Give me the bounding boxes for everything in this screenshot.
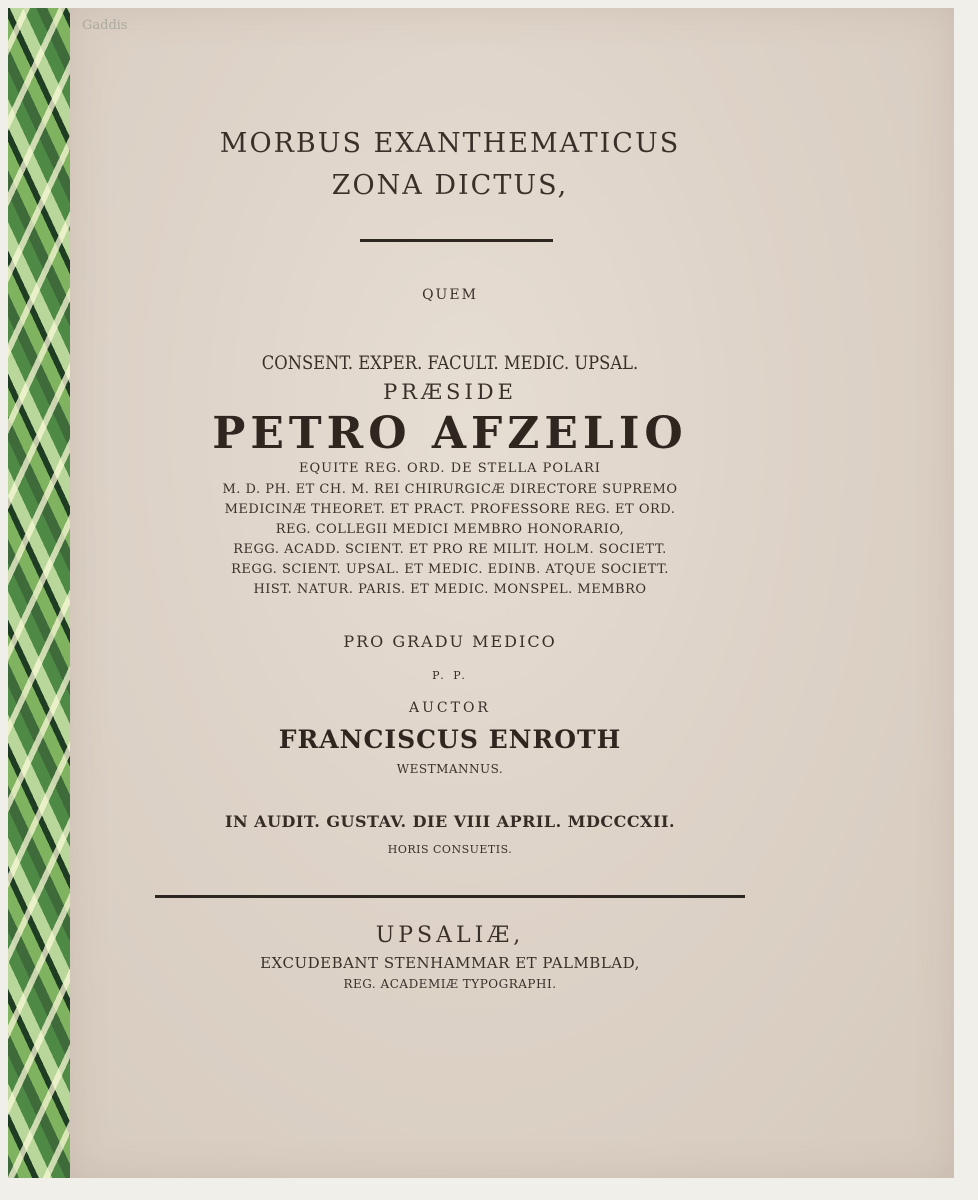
praeses-title-2: M. D. PH. ET CH. M. REI CHIRURGICÆ DIRECTORE SUPREMO	[222, 482, 678, 497]
pencil-mark: Gaddis	[82, 18, 128, 33]
praeses-title-6: REGG. SCIENT. UPSAL. ET MEDIC. EDINB. ATQUE SOCIETT.	[231, 562, 669, 577]
praeses-title-1: EQUITE REG. ORD. DE STELLA POLARI	[299, 461, 601, 476]
praeses-title-7: HIST. NATUR. PARIS. ET MEDIC. MONSPEL. MEMBRO	[253, 582, 647, 597]
auctor-label: AUCTOR	[409, 700, 491, 716]
long-rule	[155, 895, 745, 898]
short-rule	[360, 239, 553, 242]
praeses-title-3: MEDICINÆ THEORET. ET PRACT. PROFESSORE REG. ET ORD.	[224, 502, 676, 517]
title-block	[150, 0, 750, 1200]
imprint-city: UPSALIÆ,	[375, 923, 525, 948]
pro-gradu-line: PRO GRADU MEDICO	[343, 632, 557, 651]
pp-line: P. P.	[432, 669, 468, 682]
consent-line: CONSENT. EXPER. FACULT. MEDIC. UPSAL.	[261, 352, 639, 374]
title-line-2: ZONA DICTUS,	[331, 170, 569, 201]
hours-line: HORIS CONSUETIS.	[387, 843, 513, 856]
venue-line: IN AUDIT. GUSTAV. DIE VIII APRIL. MDCCCXII.	[224, 812, 676, 831]
praeses-title-5: REGG. ACADD. SCIENT. ET PRO RE MILIT. HOLM. SOCIETT.	[233, 542, 667, 557]
author-name: FRANCISCUS ENROTH	[278, 725, 622, 754]
praeses-title-4: REG. COLLEGII MEDICI MEMBRO HONORARIO,	[275, 522, 625, 537]
praeses-name: PETRO AFZELIO	[212, 408, 688, 459]
imprint-role: REG. ACADEMIÆ TYPOGRAPHI.	[343, 977, 557, 991]
marbled-spine	[8, 8, 71, 1178]
praeside-label: PRÆSIDE	[383, 380, 517, 404]
quem-label: QUEM	[422, 287, 478, 303]
title-line-1: MORBUS EXANTHEMATICUS	[219, 128, 681, 159]
imprint-printers: EXCUDEBANT STENHAMMAR ET PALMBLAD,	[260, 954, 640, 972]
author-origin: WESTMANNUS.	[396, 762, 504, 776]
